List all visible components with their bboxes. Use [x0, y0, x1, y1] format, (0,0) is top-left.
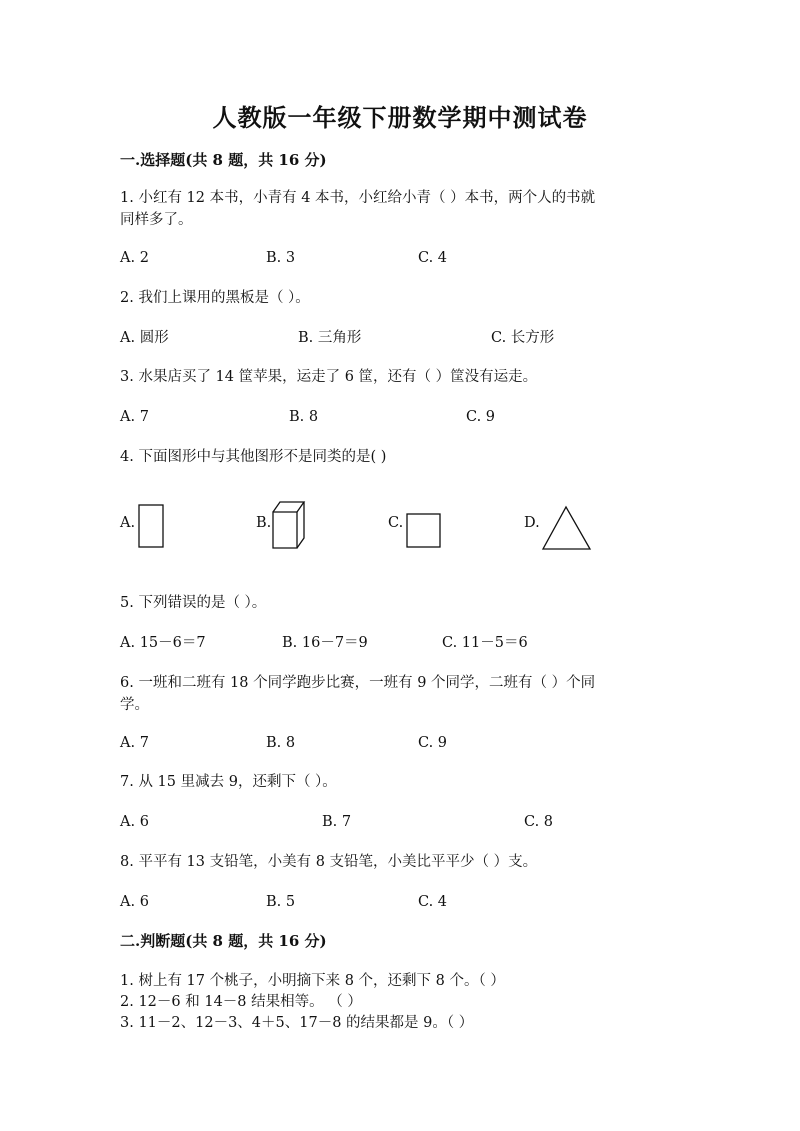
q1-option-a: A. 2 [120, 250, 149, 266]
triangle-shape [540, 504, 594, 552]
q2-option-a: A. 圆形 [120, 330, 169, 346]
q8-option-c: C. 4 [418, 894, 448, 910]
q3-option-a: A. 7 [120, 409, 149, 425]
q2-stem: 2. 我们上课用的黑板是（ ）。 [120, 290, 310, 306]
q1-stem-line2: 同样多了。 [120, 212, 193, 228]
q8-option-b: B. 5 [266, 894, 296, 910]
q3-option-c: C. 9 [466, 409, 496, 425]
section1-heading: 一.选择题(共 8 题，共 16 分) [120, 151, 327, 169]
q4-stem: 4. 下面图形中与其他图形不是同类的是( ) [120, 449, 387, 465]
q4-option-c: C. [388, 515, 404, 531]
q4-option-d: D. [524, 515, 540, 531]
judge-q2: 2. 12－6 和 14－8 结果相等。 （ ） [120, 994, 362, 1010]
q4-option-b: B. [256, 515, 272, 531]
judge-q3: 3. 11－2、12－3、4＋5、17－8 的结果都是 9。（ ） [120, 1015, 474, 1031]
q6-stem-line1: 6. 一班和二班有 18 个同学跑步比赛，一班有 9 个同学，二班有（ ）个同 [120, 675, 596, 691]
rectangle-shape [136, 502, 168, 550]
q4-option-a: A. [120, 515, 136, 531]
q1-option-b: B. 3 [266, 250, 296, 266]
q2-option-b: B. 三角形 [298, 330, 362, 346]
q7-option-b: B. 7 [322, 814, 352, 830]
q5-option-a: A. 15－6＝7 [120, 635, 206, 651]
q1-stem-line1: 1. 小红有 12 本书，小青有 4 本书，小红给小青（ ）本书，两个人的书就 [120, 190, 596, 206]
q5-stem: 5. 下列错误的是（ ）。 [120, 595, 267, 611]
q6-stem-line2: 学。 [120, 697, 149, 713]
q5-option-b: B. 16－7＝9 [282, 635, 368, 651]
q2-option-c: C. 长方形 [491, 330, 555, 346]
q8-option-a: A. 6 [120, 894, 149, 910]
section2-heading: 二.判断题(共 8 题，共 16 分) [120, 932, 327, 950]
q5-option-c: C. 11－5＝6 [442, 635, 528, 651]
cuboid-shape [270, 498, 310, 552]
q6-option-b: B. 8 [266, 735, 296, 751]
q7-option-a: A. 6 [120, 814, 149, 830]
q3-stem: 3. 水果店买了 14 筐苹果，运走了 6 筐，还有（ ）筐没有运走。 [120, 369, 538, 385]
judge-q1: 1. 树上有 17 个桃子，小明摘下来 8 个，还剩下 8 个。（ ） [120, 973, 505, 989]
q6-option-c: C. 9 [418, 735, 448, 751]
q1-option-c: C. 4 [418, 250, 448, 266]
q6-option-a: A. 7 [120, 735, 149, 751]
q8-stem: 8. 平平有 13 支铅笔，小美有 8 支铅笔，小美比平平少（ ）支。 [120, 854, 538, 870]
q7-stem: 7. 从 15 里减去 9，还剩下（ ）。 [120, 774, 337, 790]
q3-option-b: B. 8 [289, 409, 319, 425]
exam-title: 人教版一年级下册数学期中测试卷 [212, 103, 588, 132]
square-shape [404, 508, 444, 550]
q7-option-c: C. 8 [524, 814, 554, 830]
